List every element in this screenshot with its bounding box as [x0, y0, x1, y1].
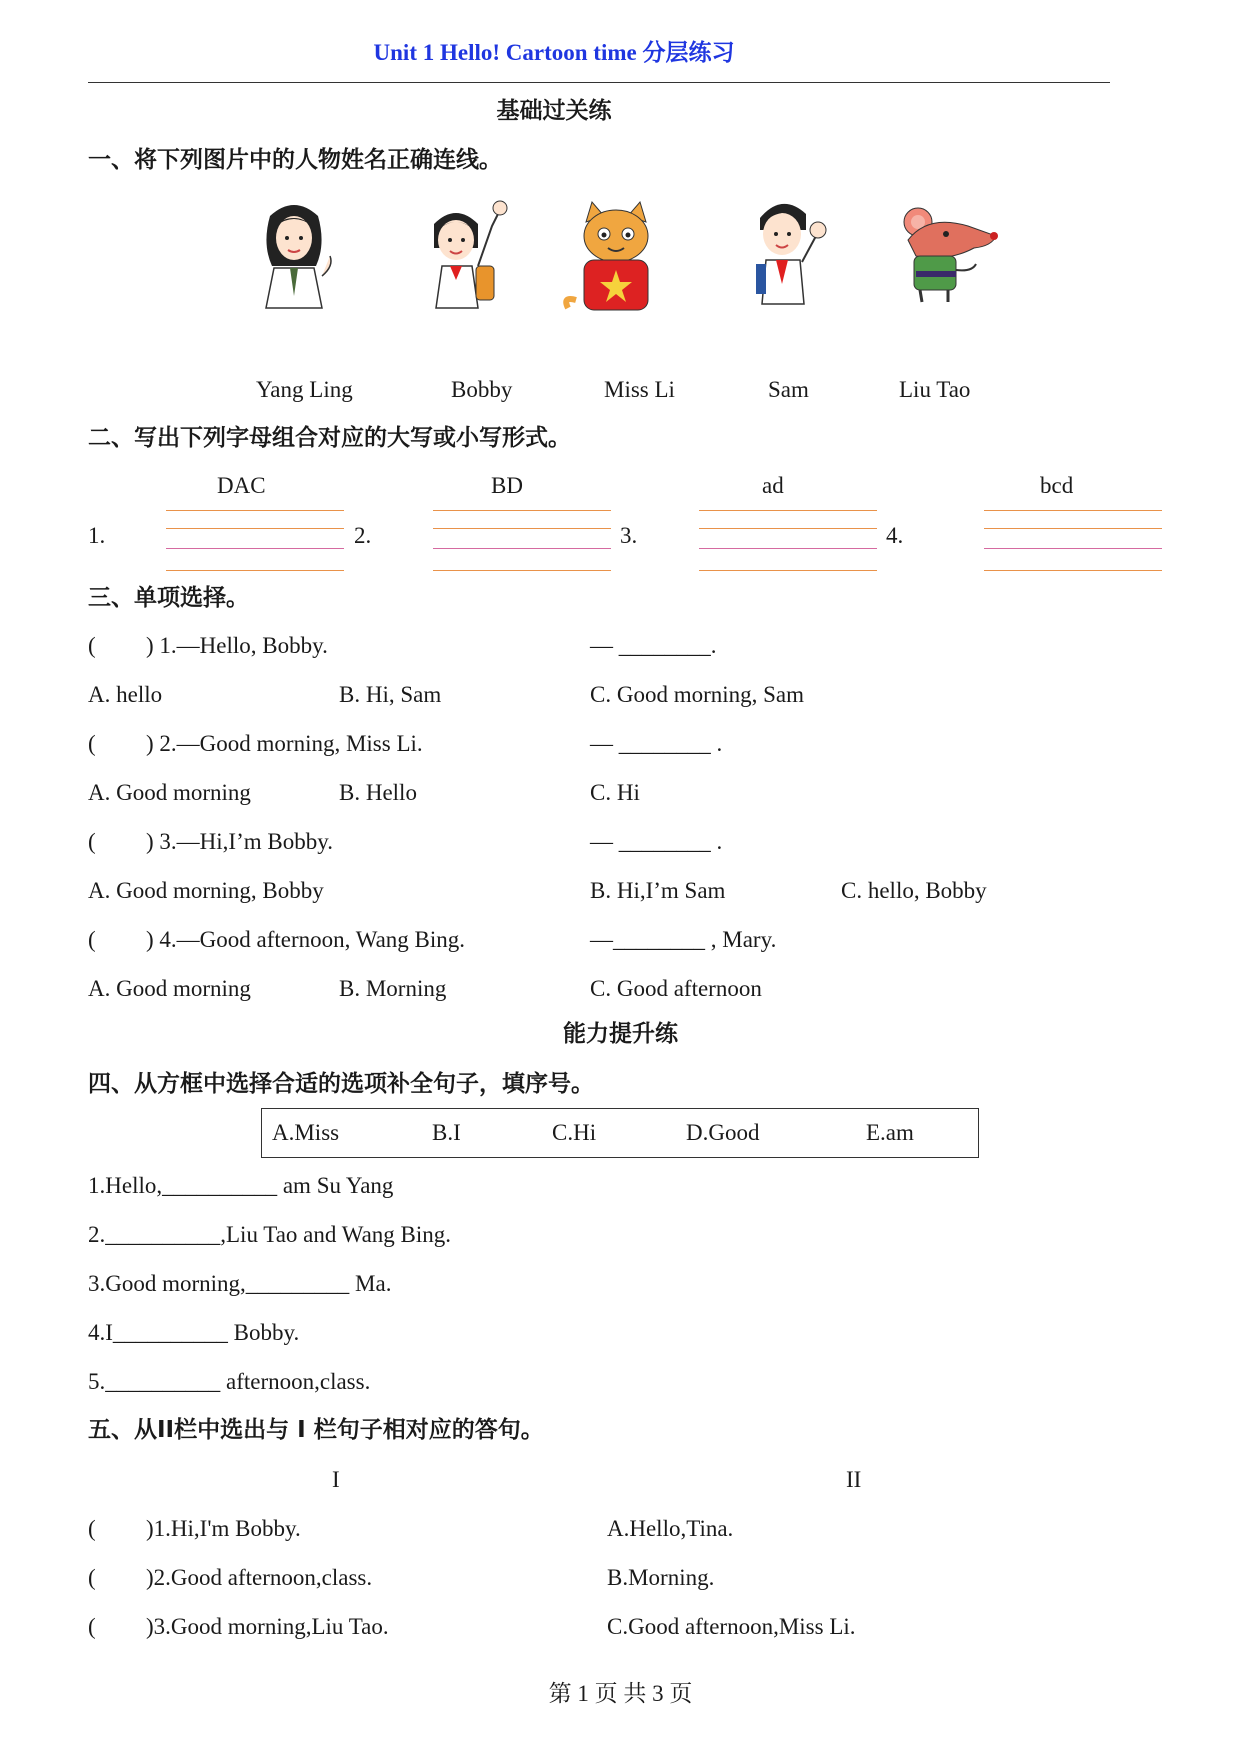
- q3-option-2a: A. Good morning: [88, 780, 251, 805]
- q3-option-4c: C. Good afternoon: [590, 976, 762, 1001]
- q3-stem-2: ) 2.—Good morning, Miss Li.: [146, 731, 423, 756]
- word-bank-option-a: A.Miss: [272, 1120, 340, 1145]
- q2-given-3: ad: [762, 473, 784, 498]
- q3-paren-4[interactable]: (: [88, 927, 96, 952]
- q1-name-1: Yang Ling: [256, 377, 353, 402]
- q1-name-4: Sam: [768, 377, 809, 402]
- q3-heading: 三、单项选择。: [88, 585, 249, 611]
- q3-answer-3[interactable]: — ________ .: [590, 829, 723, 854]
- q5-left-3: )3.Good morning,Liu Tao.: [146, 1614, 389, 1639]
- q5-right-1: A.Hello,Tina.: [607, 1516, 734, 1541]
- q3-option-1c: C. Good morning, Sam: [590, 682, 805, 707]
- q1-heading: 一、将下列图片中的人物姓名正确连线。: [88, 147, 502, 173]
- q3-option-1a: A. hello: [88, 682, 163, 707]
- girl-waving-with-backpack-icon: [400, 196, 520, 316]
- q3-answer-2[interactable]: — ________ .: [590, 731, 723, 756]
- cartoon-mouse-icon: [888, 200, 1008, 320]
- q5-column-ii-header: II: [846, 1467, 862, 1492]
- section-title-advanced: 能力提升练: [563, 1021, 678, 1047]
- q3-option-4b: B. Morning: [339, 976, 447, 1001]
- q3-option-2b: B. Hello: [339, 780, 417, 805]
- q2-given-1: DAC: [217, 473, 266, 498]
- q3-paren-2[interactable]: (: [88, 731, 96, 756]
- girl-with-long-hair-icon: [234, 196, 354, 316]
- q5-paren-1[interactable]: (: [88, 1516, 96, 1541]
- q3-answer-1[interactable]: — ________.: [590, 633, 717, 658]
- q5-column-i-header: I: [332, 1467, 340, 1492]
- cartoon-cat-icon: [556, 196, 676, 316]
- q5-right-3: C.Good afternoon,Miss Li.: [607, 1614, 856, 1639]
- q3-stem-4: ) 4.—Good afternoon, Wang Bing.: [146, 927, 466, 952]
- q4-heading: 四、从方框中选择合适的选项补全句子，填序号。: [88, 1071, 594, 1097]
- q3-stem-3: ) 3.—Hi,I’m Bobby.: [146, 829, 333, 854]
- q2-given-2: BD: [491, 473, 523, 498]
- q5-paren-3[interactable]: (: [88, 1614, 96, 1639]
- q2-given-4: bcd: [1040, 473, 1074, 498]
- q2-num-3: 3.: [620, 523, 638, 548]
- q3-option-3a: A. Good morning, Bobby: [88, 878, 324, 903]
- q1-name-2: Bobby: [451, 377, 513, 402]
- q5-left-1: )1.Hi,I'm Bobby.: [146, 1516, 301, 1541]
- q5-left-2: )2.Good afternoon,class.: [146, 1565, 373, 1590]
- q2-num-4: 4.: [886, 523, 904, 548]
- q5-right-2: B.Morning.: [607, 1565, 715, 1590]
- q3-stem-1: ) 1.—Hello, Bobby.: [146, 633, 328, 658]
- q3-option-3c: C. hello, Bobby: [841, 878, 987, 903]
- q2-num-2: 2.: [354, 523, 372, 548]
- word-bank-option-d: D.Good: [686, 1120, 760, 1145]
- q3-option-4a: A. Good morning: [88, 976, 251, 1001]
- q3-option-1b: B. Hi, Sam: [339, 682, 442, 707]
- q1-name-5: Liu Tao: [899, 377, 971, 402]
- page-footer: 第 1 页 共 3 页: [548, 1681, 693, 1706]
- q3-answer-4[interactable]: —________ , Mary.: [590, 927, 777, 952]
- word-bank-option-b: B.I: [432, 1120, 461, 1145]
- q5-paren-2[interactable]: (: [88, 1565, 96, 1590]
- q2-num-1: 1.: [88, 523, 106, 548]
- boy-waving-icon: [726, 190, 846, 310]
- word-bank-option-c: C.Hi: [552, 1120, 597, 1145]
- q3-paren-1[interactable]: (: [88, 633, 96, 658]
- q4-sentence-1[interactable]: 1.Hello,__________ am Su Yang: [88, 1173, 394, 1198]
- q4-sentence-5[interactable]: 5.__________ afternoon,class.: [88, 1369, 371, 1394]
- q2-heading: 二、写出下列字母组合对应的大写或小写形式。: [88, 425, 571, 451]
- page-header-title: Unit 1 Hello! Cartoon time 分层练习: [373, 40, 735, 65]
- q3-option-3b: B. Hi,I’m Sam: [590, 878, 726, 903]
- q4-sentence-2[interactable]: 2.__________,Liu Tao and Wang Bing.: [88, 1222, 452, 1247]
- word-bank-option-e: E.am: [866, 1120, 914, 1145]
- section-title-basic: 基础过关练: [496, 98, 612, 124]
- q4-sentence-4[interactable]: 4.I__________ Bobby.: [88, 1320, 300, 1345]
- header-divider: [88, 82, 1110, 83]
- q3-paren-3[interactable]: (: [88, 829, 96, 854]
- q1-name-3: Miss Li: [604, 377, 675, 402]
- q4-sentence-3[interactable]: 3.Good morning,_________ Ma.: [88, 1271, 392, 1296]
- word-bank-box: [261, 1108, 979, 1158]
- q5-heading: 五、从II栏中选出与 I 栏句子相对应的答句。: [88, 1417, 544, 1443]
- q3-option-2c: C. Hi: [590, 780, 640, 805]
